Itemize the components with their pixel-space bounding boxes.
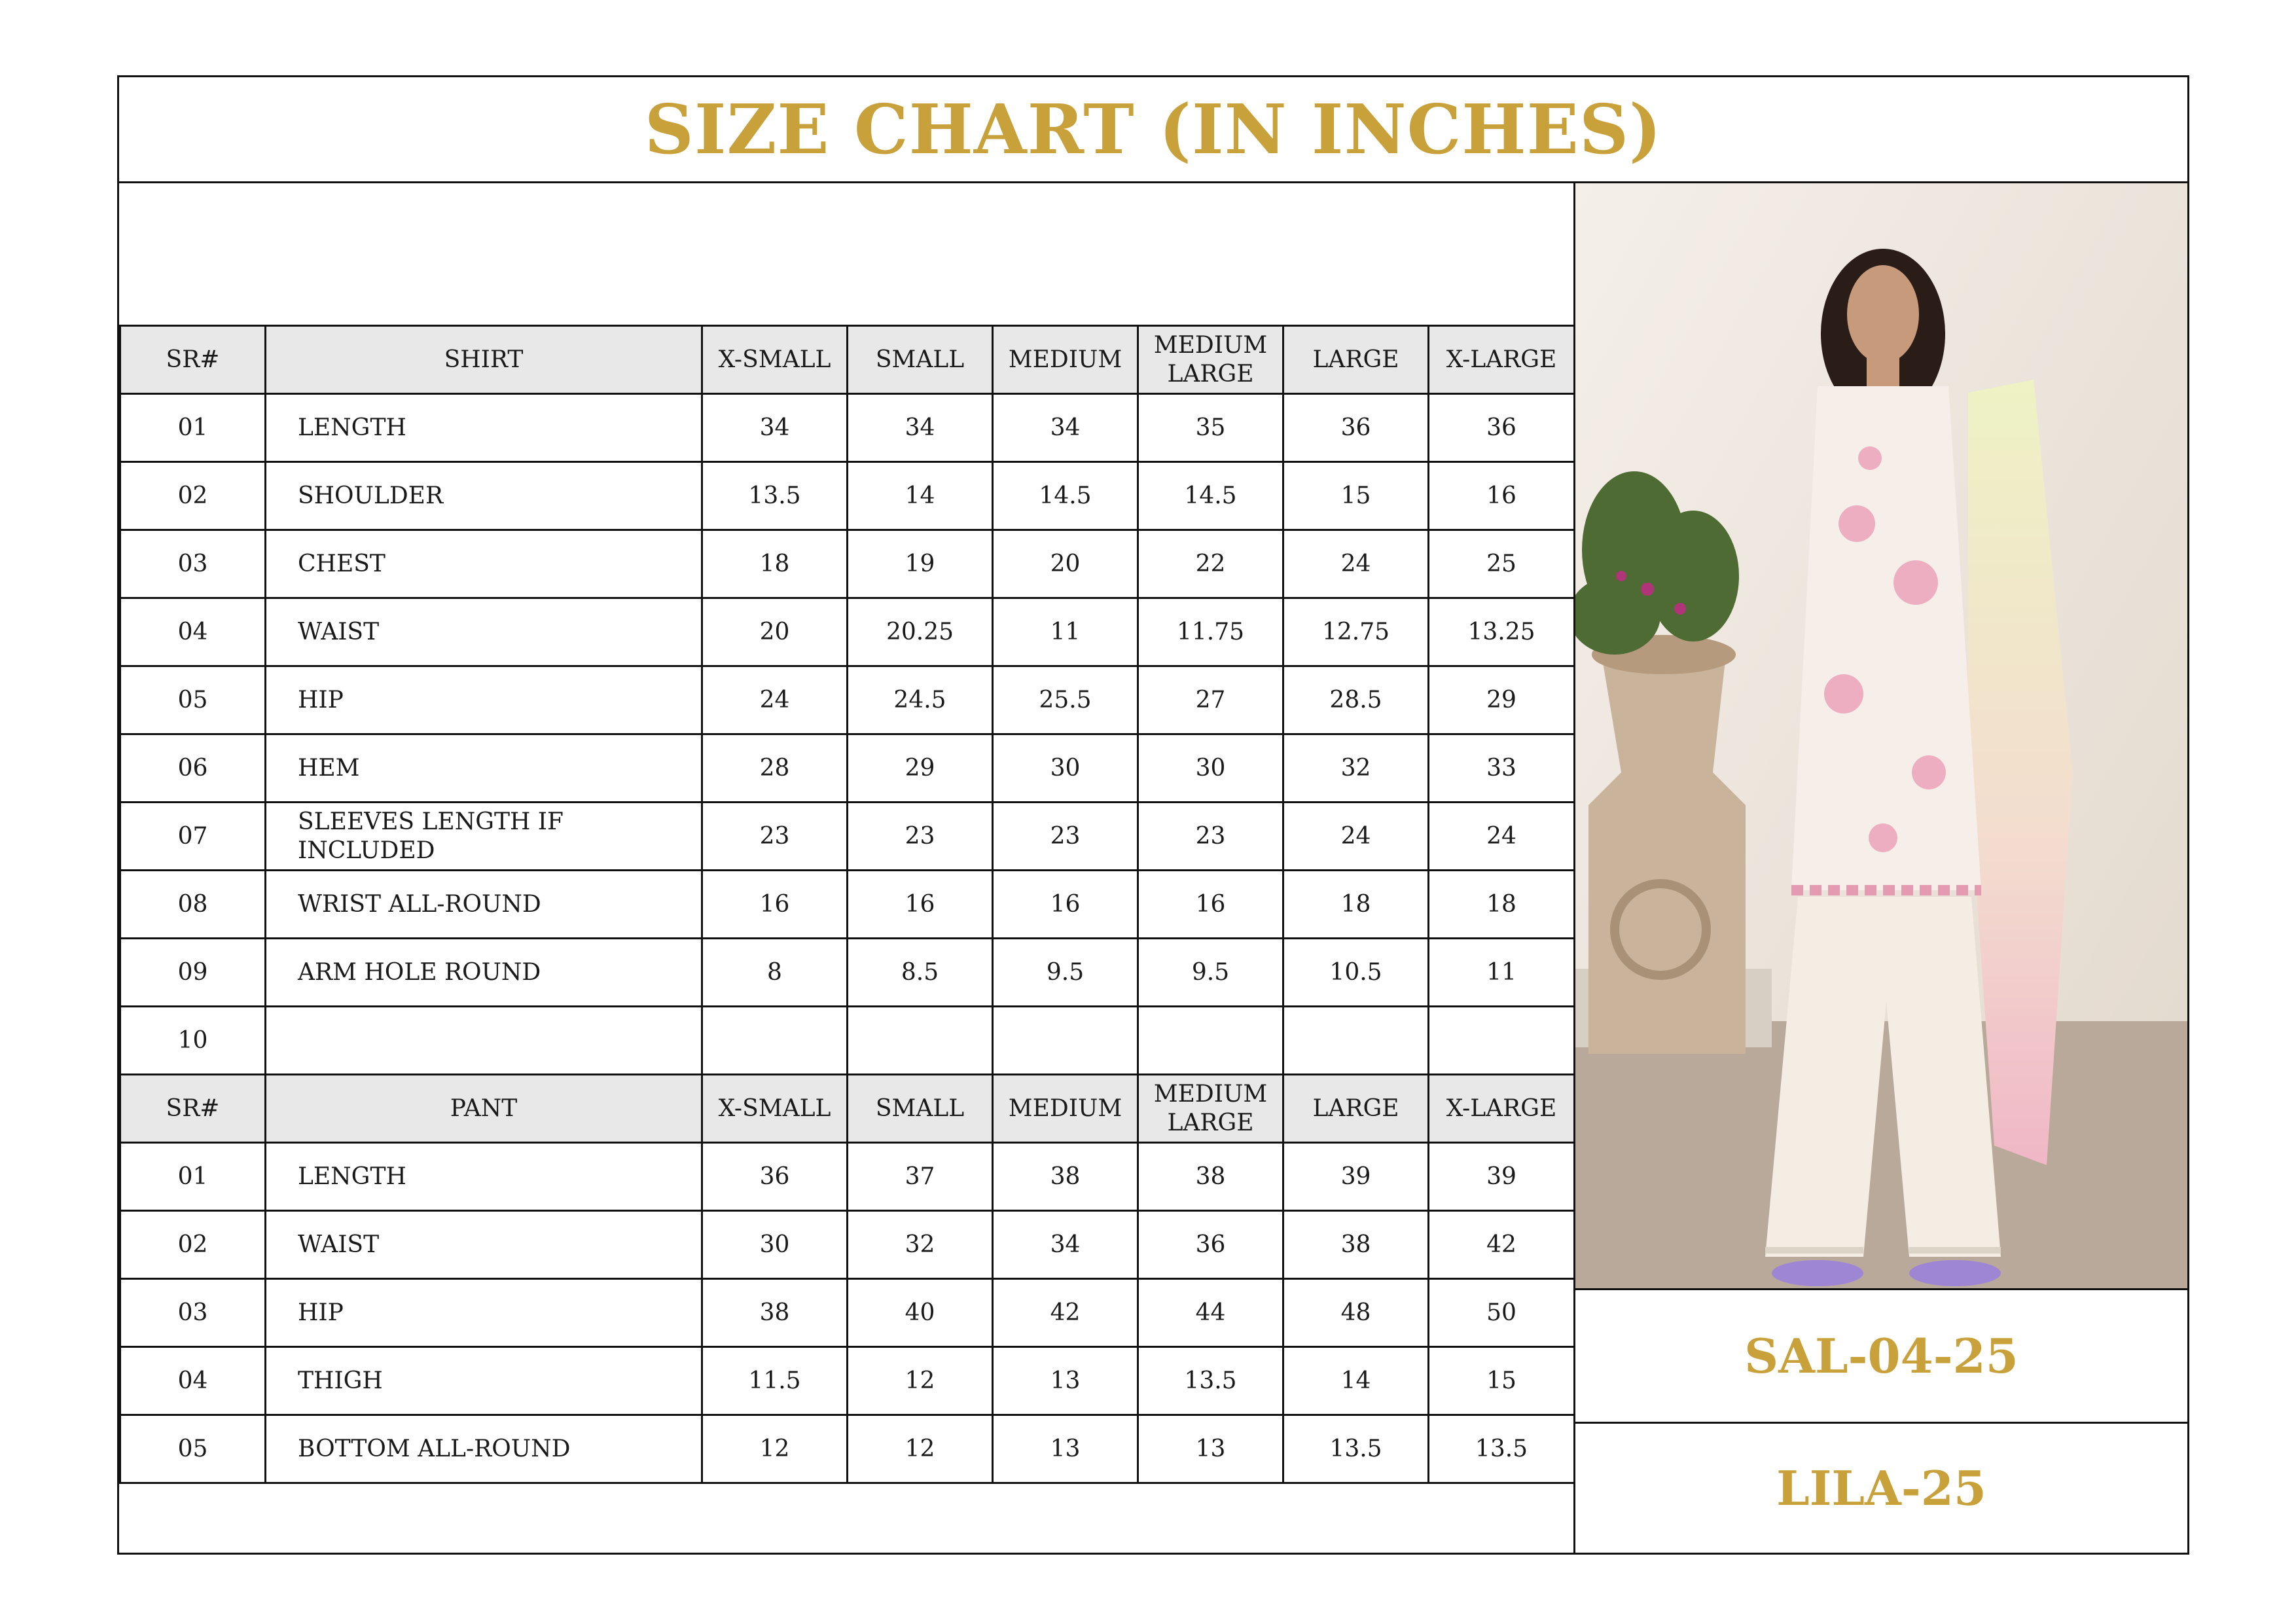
size-value: 20	[702, 598, 848, 666]
size-value: 13.5	[1429, 1415, 1575, 1483]
size-value: 36	[1429, 394, 1575, 462]
column-header: SMALL	[848, 326, 993, 394]
size-value: 25	[1429, 530, 1575, 598]
size-value: 22	[1138, 530, 1283, 598]
size-value: 36	[702, 1143, 848, 1211]
size-value: 23	[993, 803, 1138, 871]
size-value: 13	[993, 1347, 1138, 1415]
row-number: 08	[120, 871, 266, 939]
size-value: 13.25	[1429, 598, 1575, 666]
size-value: 12.75	[1283, 598, 1429, 666]
row-number: 04	[120, 598, 266, 666]
size-value: 24	[1283, 803, 1429, 871]
size-value: 10.5	[1283, 939, 1429, 1007]
product-code-secondary: LILA-25	[1776, 1460, 1986, 1516]
column-header: PANT	[266, 1075, 702, 1143]
size-value: 14	[848, 462, 993, 530]
size-value: 15	[1429, 1347, 1575, 1415]
size-value: 19	[848, 530, 993, 598]
size-value	[1138, 1007, 1283, 1075]
size-value: 44	[1138, 1279, 1283, 1347]
measurement-label: HIP	[266, 1279, 702, 1347]
measurement-label: SLEEVES LENGTH IF INCLUDED	[266, 803, 702, 871]
measurement-label: SHOULDER	[266, 462, 702, 530]
size-value: 23	[1138, 803, 1283, 871]
measurement-label: ARM HOLE ROUND	[266, 939, 702, 1007]
column-header: X-LARGE	[1429, 1075, 1575, 1143]
measurement-label: HEM	[266, 734, 702, 803]
size-value: 12	[702, 1415, 848, 1483]
size-value: 24	[702, 666, 848, 734]
size-value: 13.5	[1138, 1347, 1283, 1415]
size-value: 29	[848, 734, 993, 803]
size-table-area	[119, 325, 1573, 1484]
size-value: 12	[848, 1347, 993, 1415]
title-bar	[119, 77, 2187, 183]
size-value: 34	[993, 1211, 1138, 1279]
row-number: 05	[120, 1415, 266, 1483]
table-row	[120, 394, 1575, 462]
size-value: 14	[1283, 1347, 1429, 1415]
pant_table-header-row	[120, 1075, 1575, 1143]
row-number: 07	[120, 803, 266, 871]
column-header: X-SMALL	[702, 326, 848, 394]
size-value: 39	[1429, 1143, 1575, 1211]
size-value: 13	[993, 1415, 1138, 1483]
measurement-label: WAIST	[266, 598, 702, 666]
size-value: 11	[993, 598, 1138, 666]
table-row	[120, 1279, 1575, 1347]
size-value: 36	[1138, 1211, 1283, 1279]
measurement-label: LENGTH	[266, 1143, 702, 1211]
size-value: 8.5	[848, 939, 993, 1007]
size-value: 29	[1429, 666, 1575, 734]
column-header: MEDIUM LARGE	[1138, 1075, 1283, 1143]
size-value: 18	[1429, 871, 1575, 939]
column-header: SR#	[120, 326, 266, 394]
size-value: 37	[848, 1143, 993, 1211]
model-photo	[1575, 183, 2187, 1290]
size-value: 34	[848, 394, 993, 462]
measurement-label: WAIST	[266, 1211, 702, 1279]
measurement-label: THIGH	[266, 1347, 702, 1415]
measurement-label: CHEST	[266, 530, 702, 598]
size-value: 14.5	[993, 462, 1138, 530]
size-value: 30	[993, 734, 1138, 803]
measurement-label: WRIST ALL-ROUND	[266, 871, 702, 939]
row-number: 02	[120, 462, 266, 530]
size-value: 32	[1283, 734, 1429, 803]
blank-spacer	[119, 183, 1573, 325]
row-number: 05	[120, 666, 266, 734]
size-value	[702, 1007, 848, 1075]
size-value: 50	[1429, 1279, 1575, 1347]
table-row	[120, 598, 1575, 666]
row-number: 10	[120, 1007, 266, 1075]
size-value: 48	[1283, 1279, 1429, 1347]
size-value: 20	[993, 530, 1138, 598]
size-value: 16	[848, 871, 993, 939]
size-value: 16	[1138, 871, 1283, 939]
size-value: 36	[1283, 394, 1429, 462]
size-value: 18	[1283, 871, 1429, 939]
size-value: 9.5	[1138, 939, 1283, 1007]
measurement-label: HIP	[266, 666, 702, 734]
size-value: 23	[848, 803, 993, 871]
table-row	[120, 734, 1575, 803]
size-value	[1283, 1007, 1429, 1075]
size-value: 8	[702, 939, 848, 1007]
size-value: 39	[1283, 1143, 1429, 1211]
size-value: 11.5	[702, 1347, 848, 1415]
row-number: 03	[120, 530, 266, 598]
size-value: 42	[1429, 1211, 1575, 1279]
column-header: SMALL	[848, 1075, 993, 1143]
row-number: 04	[120, 1347, 266, 1415]
size-value: 18	[702, 530, 848, 598]
size-value	[993, 1007, 1138, 1075]
size-value: 27	[1138, 666, 1283, 734]
measurement-label	[266, 1007, 702, 1075]
size-value: 13	[1138, 1415, 1283, 1483]
size-value: 13.5	[1283, 1415, 1429, 1483]
column-header: MEDIUM	[993, 1075, 1138, 1143]
product-panel	[1573, 183, 2187, 1553]
table-row	[120, 871, 1575, 939]
size-value: 30	[1138, 734, 1283, 803]
column-header: SR#	[120, 1075, 266, 1143]
size-value: 38	[1138, 1143, 1283, 1211]
size-value: 32	[848, 1211, 993, 1279]
measurement-label: BOTTOM ALL-ROUND	[266, 1415, 702, 1483]
row-number: 03	[120, 1279, 266, 1347]
column-header: LARGE	[1283, 326, 1429, 394]
column-header: SHIRT	[266, 326, 702, 394]
size-value: 34	[993, 394, 1138, 462]
table-row	[120, 1415, 1575, 1483]
size-value: 24	[1429, 803, 1575, 871]
size-value: 14.5	[1138, 462, 1283, 530]
column-header: MEDIUM	[993, 326, 1138, 394]
column-header: X-SMALL	[702, 1075, 848, 1143]
size-value: 35	[1138, 394, 1283, 462]
model-photo-illustration	[1575, 183, 2187, 1290]
size-value: 30	[702, 1211, 848, 1279]
size-value: 16	[702, 871, 848, 939]
size-value: 24.5	[848, 666, 993, 734]
size-value: 16	[993, 871, 1138, 939]
table-row	[120, 530, 1575, 598]
size-table	[119, 325, 1575, 1484]
size-value: 33	[1429, 734, 1575, 803]
size-value: 13.5	[702, 462, 848, 530]
size-value: 12	[848, 1415, 993, 1483]
table-row	[120, 1347, 1575, 1415]
measurement-label: LENGTH	[266, 394, 702, 462]
size-value: 20.25	[848, 598, 993, 666]
table-row	[120, 1007, 1575, 1075]
size-value: 11.75	[1138, 598, 1283, 666]
table-row	[120, 1143, 1575, 1211]
column-header: LARGE	[1283, 1075, 1429, 1143]
size-value: 38	[993, 1143, 1138, 1211]
row-number: 01	[120, 1143, 266, 1211]
table-row	[120, 666, 1575, 734]
size-value: 34	[702, 394, 848, 462]
column-header: MEDIUM LARGE	[1138, 326, 1283, 394]
size-value: 28.5	[1283, 666, 1429, 734]
size-value: 28	[702, 734, 848, 803]
size-value	[848, 1007, 993, 1075]
table-row	[120, 939, 1575, 1007]
size-value: 24	[1283, 530, 1429, 598]
size-value: 38	[1283, 1211, 1429, 1279]
size-value	[1429, 1007, 1575, 1075]
size-value: 9.5	[993, 939, 1138, 1007]
size-value: 40	[848, 1279, 993, 1347]
size-value: 11	[1429, 939, 1575, 1007]
table-row	[120, 803, 1575, 871]
product-code-primary: SAL-04-25	[1575, 1290, 2187, 1424]
size-value: 38	[702, 1279, 848, 1347]
size-value: 15	[1283, 462, 1429, 530]
row-number: 01	[120, 394, 266, 462]
table-row	[120, 462, 1575, 530]
row-number: 02	[120, 1211, 266, 1279]
size-table-body	[120, 326, 1575, 1483]
row-number: 09	[120, 939, 266, 1007]
size-value: 23	[702, 803, 848, 871]
size-chart-frame	[117, 75, 2189, 1555]
shirt_table-header-row	[120, 326, 1575, 394]
column-header: X-LARGE	[1429, 326, 1575, 394]
table-row	[120, 1211, 1575, 1279]
size-value: 25.5	[993, 666, 1138, 734]
page-title: SIZE CHART (IN INCHES)	[644, 89, 1662, 170]
size-value: 16	[1429, 462, 1575, 530]
size-value: 42	[993, 1279, 1138, 1347]
row-number: 06	[120, 734, 266, 803]
